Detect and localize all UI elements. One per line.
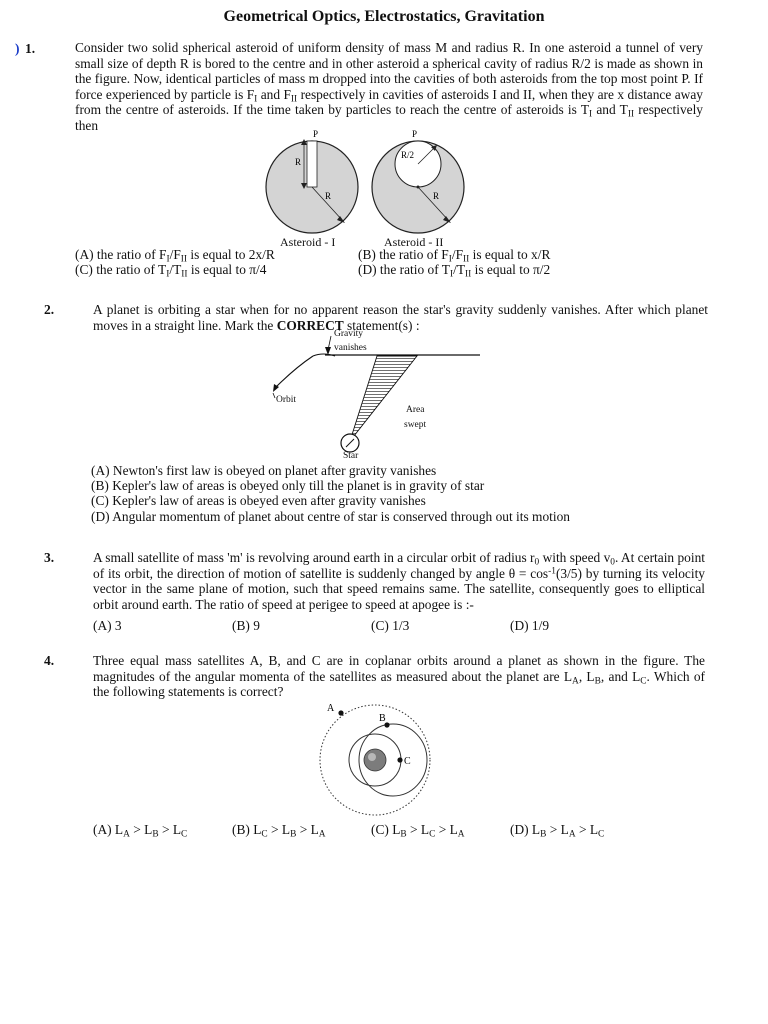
orbit-path bbox=[275, 356, 313, 388]
q4-option-b-label: (B) L bbox=[232, 822, 262, 837]
q2-option-b: (B) Kepler's law of areas is obeyed only till the planet is in gravity of star bbox=[91, 478, 485, 493]
q4-option-d: (D) $L_B > L_A > L_C$ bbox=[510, 822, 605, 840]
q4-text: Three equal mass satellites A, B, and C are in coplanar orbits around a planet as shown in the figure. The magnitudes of the angular momenta of the satellites as measured about the planet are $L_A$, $L_B$, and $L_C$. Which of the following statements is correct? bbox=[93, 653, 706, 700]
q3-text-c: . At certain point of its orbit, the direction of motion of satellite is suddenly changed by angle θ = cos bbox=[93, 550, 705, 581]
planet bbox=[364, 749, 386, 771]
q2-fig-swept: swept bbox=[404, 420, 427, 430]
q1-option-c: (C) the ratio of $T_I/T_{II}$ is equal to π/4 bbox=[75, 262, 267, 280]
q4-satellite-figure bbox=[305, 700, 445, 820]
q1-option-d-post: is equal to π/2 bbox=[471, 262, 551, 277]
q4-option-a: (A) $L_A > L_B > L_C$ bbox=[93, 822, 188, 840]
q2-fig-area: Area bbox=[406, 405, 425, 415]
q4-option-c: (C) $L_B > L_C > L_A$ bbox=[371, 822, 465, 840]
q4-option-b: (B) $L_C > L_B > L_A$ bbox=[232, 822, 326, 840]
q1-fig-p2: P bbox=[412, 129, 418, 139]
q1-number: 1. bbox=[25, 41, 36, 56]
q1-option-b-post: is equal to x/R bbox=[469, 247, 551, 262]
q1-fig-p1: P bbox=[313, 129, 319, 139]
q4-fig-c: C bbox=[404, 756, 411, 767]
q1-option-a-pre: (A) the ratio of F bbox=[75, 247, 167, 262]
q1-asteroid-figure bbox=[255, 125, 485, 235]
q1-option-b: (B) the ratio of $F_I/F_{II}$ is equal to x/R bbox=[358, 247, 551, 265]
q2-orbit-figure bbox=[265, 328, 485, 463]
q4-fig-b: B bbox=[379, 713, 386, 724]
q4-number: 4. bbox=[44, 653, 55, 668]
q4-option-c-label: (C) L bbox=[371, 822, 401, 837]
q2-fig-gravity: Gravity bbox=[334, 329, 364, 339]
q2-number: 2. bbox=[44, 302, 55, 317]
page-title: Geometrical Optics, Electrostatics, Gravitation bbox=[223, 8, 545, 25]
q2-text-b: statement(s) : bbox=[343, 317, 420, 333]
q4-option-a-label: (A) L bbox=[93, 822, 124, 837]
q1-label-asteroid2: Asteroid - II bbox=[384, 235, 444, 249]
q1-option-d-pre: (D) the ratio of T bbox=[358, 262, 450, 277]
q1-text-main: Consider two solid spherical asteroid of uniform density of mass M and radius R. In one asteroid a tunnel of very small size of depth R is bored to the centre and in other asteroid a spherical cavity of radius R/2 is made as shown in the figure. Now, identical particles of mass m dropped into the cavities of both asteroids from the top most point P. If force experienced by particle is F bbox=[75, 40, 703, 102]
q1-fig-r1: R bbox=[295, 157, 302, 167]
q1-option-c-post: is equal to π/4 bbox=[187, 262, 267, 277]
q2-text-a: A planet is orbiting a star when for no apparent reason the star's gravity suddenly vanishes. After which planet moves in a straight line. Mark the bbox=[93, 302, 708, 333]
q1-option-a: (A) the ratio of $F_I/F_{II}$ is equal to 2x/R bbox=[75, 247, 275, 265]
q4-text-and: , and L bbox=[600, 668, 641, 684]
q3-sub-r0: 0 bbox=[534, 557, 540, 568]
satellite-c bbox=[397, 757, 402, 762]
q2-fig-star: Star bbox=[343, 451, 359, 461]
q1-text: Consider two solid spherical asteroid of uniform density of mass M and radius R. In one asteroid a tunnel of very small size of depth R is bored to the centre and in other asteroid a spherical cavity of radius R/2 is made as shown in the figure. Now, identical particles of mass m dropped into the cavities of both asteroids from the top most point P. If force experienced by particle is $F_I$ and $F_{II}$ respectively in cavities of asteroids I and II, when they are x distance away from the centre of asteroids. If the time taken by particles to reach the centre of asteroids is $T_I$ and $T_{II}$ respectively then bbox=[75, 40, 704, 133]
q3-number: 3. bbox=[44, 550, 55, 565]
q2-fig-orbit: Orbit bbox=[276, 395, 297, 405]
q3-option-b: (B) 9 bbox=[232, 618, 260, 633]
q3-text-d: (3/5) by turning its velocity vector in the same plane of motion, such that speed remains same. The satellite, consequently goes to elliptical orbit around earth. The ratio of speed at perigee to speed at apogee is :- bbox=[93, 565, 706, 612]
q1-option-c-pre: (C) the ratio of T bbox=[75, 262, 167, 277]
q1-fig-rhalf: R/2 bbox=[401, 150, 415, 160]
asteroid-1-tunnel bbox=[307, 141, 317, 187]
satellite-a bbox=[338, 710, 343, 715]
q1-label-asteroid1: Asteroid - I bbox=[280, 235, 336, 249]
q2-option-d: (D) Angular momentum of planet about centre of star is conserved through out its motion bbox=[91, 509, 570, 524]
q3-sub-v0: 0 bbox=[610, 557, 615, 568]
q1-option-b-pre: (B) the ratio of F bbox=[358, 247, 449, 262]
q1-option-a-post: is equal to 2x/R bbox=[187, 247, 275, 262]
q2-fig-vanishes: vanishes bbox=[334, 343, 367, 353]
q4-fig-a: A bbox=[327, 703, 335, 714]
q3-option-d: (D) 1/9 bbox=[510, 618, 550, 633]
q3-text-a: A small satellite of mass 'm' is revolving around earth in a circular orbit of radius r bbox=[93, 550, 535, 565]
q1-fig-r2: R bbox=[433, 191, 440, 201]
q1-option-d: (D) the ratio of $T_I/T_{II}$ is equal to π/2 bbox=[358, 262, 551, 280]
q4-text-main: Three equal mass satellites A, B, and C are in coplanar orbits around a planet as shown in the figure. The magnitudes of the angular momenta of the satellites as measured about the planet are L bbox=[93, 653, 705, 684]
q2-text-bold: CORRECT bbox=[276, 317, 344, 333]
q3-option-a: (A) 3 bbox=[93, 618, 122, 633]
q1-fig-r1b: R bbox=[325, 191, 332, 201]
q2-option-c: (C) Kepler's law of areas is obeyed even after gravity vanishes bbox=[91, 493, 426, 508]
q3-sup: -1 bbox=[548, 565, 556, 576]
q3-text bbox=[93, 550, 705, 612]
q3-option-c: (C) 1/3 bbox=[371, 618, 410, 633]
q2-option-a: (A) Newton's first law is obeyed on planet after gravity vanishes bbox=[91, 463, 437, 478]
margin-mark: ) bbox=[15, 41, 20, 56]
q4-option-d-label: (D) L bbox=[510, 822, 541, 837]
q3-text-b: with speed v bbox=[539, 550, 611, 565]
q4-text-end: . Which of the following statements is correct? bbox=[93, 668, 706, 700]
